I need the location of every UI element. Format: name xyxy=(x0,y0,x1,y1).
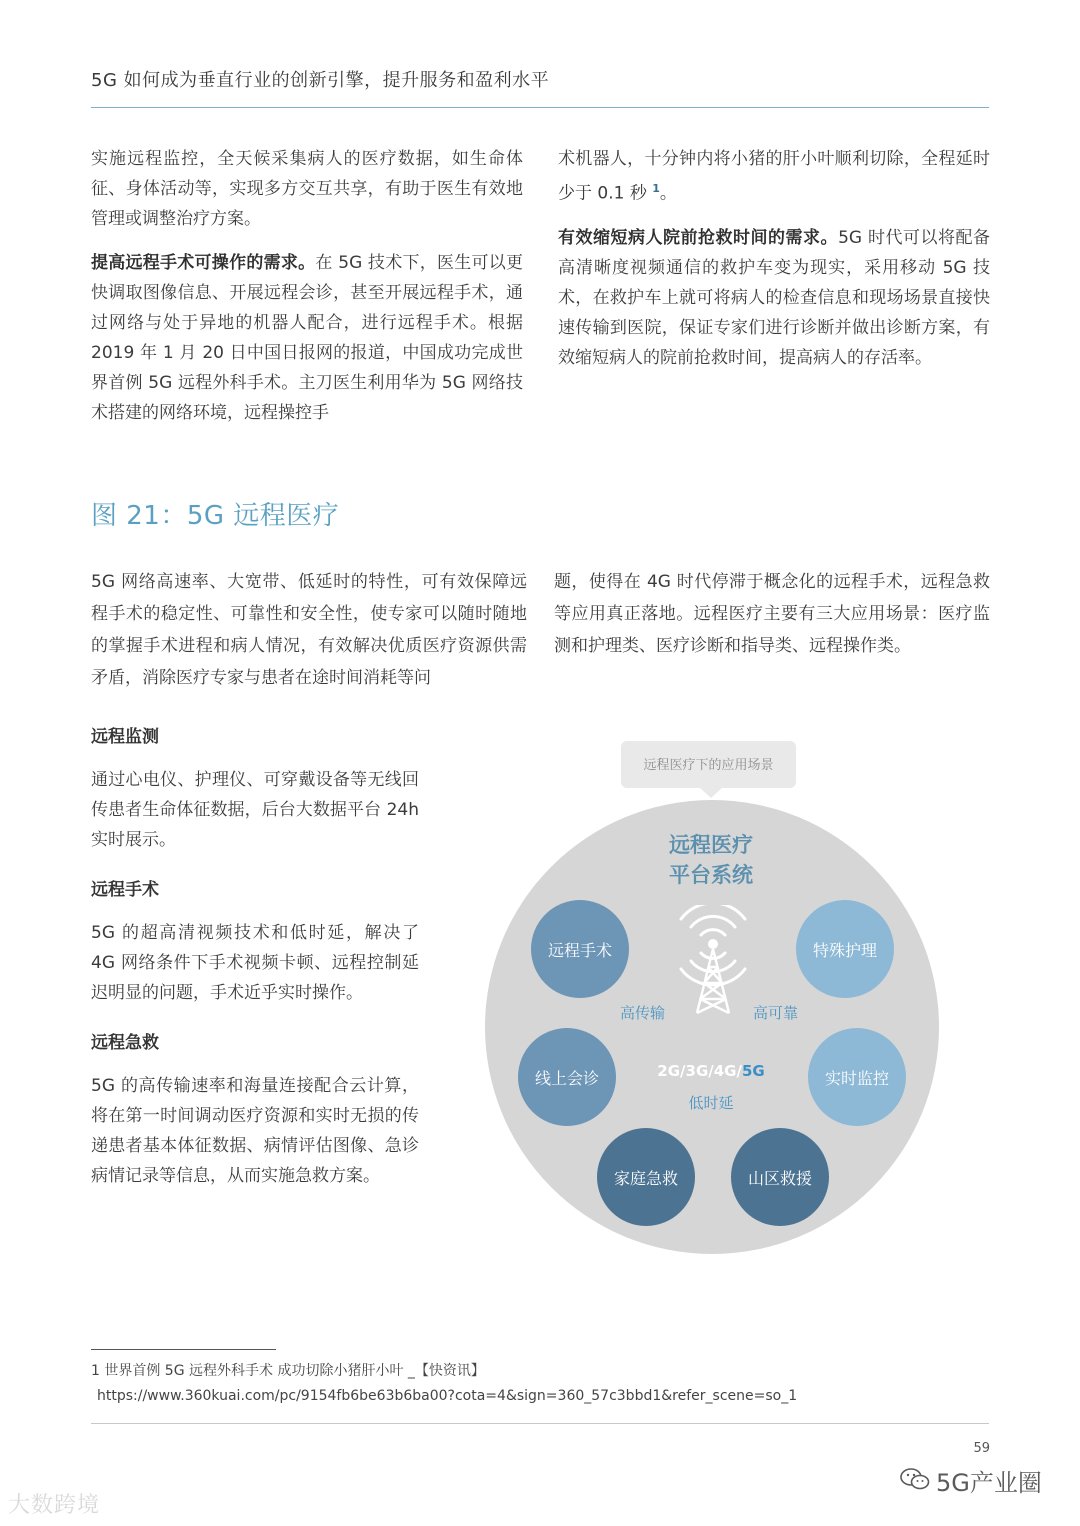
node-special-care: 特殊护理 xyxy=(796,900,894,998)
platform-title-line2: 平台系统 xyxy=(669,863,753,887)
signal-tower-icon xyxy=(671,905,755,1015)
section-text-surgery: 5G 的超高清视频技术和低时延，解决了 4G 网络条件下手术视频卡顿、远程控制延迟明显的问题，手术近乎实时操作。 xyxy=(91,923,419,1003)
node-remote-surgery: 远程手术 xyxy=(531,900,629,998)
intro-right-column xyxy=(554,566,990,662)
paragraph-end: 。 xyxy=(659,183,677,204)
callout-pointer xyxy=(699,787,723,798)
paragraph-lead: 提高远程手术可操作的需求。 xyxy=(91,253,316,273)
body-left-column xyxy=(91,144,523,428)
running-header: 5G 如何成为垂直行业的创新引擎，提升服务和盈利水平 xyxy=(91,70,550,91)
watermark-left: 大数跨境 xyxy=(8,1493,101,1518)
footnote-text: 1 世界首例 5G 远程外科手术 成功切除小猪肝小叶 _【快资讯】 xyxy=(91,1363,485,1379)
node-mountain-rescue: 山区救援 xyxy=(731,1128,829,1226)
node-home-emergency: 家庭急救 xyxy=(597,1128,695,1226)
paragraph-body: 5G 时代可以将配备高清晰度视频通信的救护车变为现实，采用移动 5G 技术，在救护车上就可将病人的检查信息和现场场景直接快速传输到医院，保证专家们进行诊断并做出诊断方案，有效缩短病人的院前抢救时间，提高病人的存活率。 xyxy=(558,227,990,368)
network-prefix: 2G/3G/4G/ xyxy=(657,1062,742,1080)
watermark-right-text: 5G产业圈 xyxy=(936,1469,1042,1497)
wechat-icon xyxy=(900,1467,930,1491)
node-realtime-monitoring: 实时监控 xyxy=(808,1028,906,1126)
footnote-link[interactable]: https://www.360kuai.com/pc/9154fb6be63b6ba00?cota=4&sign=360_57c3bbd1&refer_scene=so_1 xyxy=(97,1388,798,1404)
feature-high-reliability: 高可靠 xyxy=(753,1004,799,1022)
network-5g: 5G xyxy=(741,1062,765,1080)
paragraph-remote-surgery xyxy=(91,248,523,428)
paragraph-body: 在 5G 技术下，医生可以更快调取图像信息、开展远程会诊，甚至开展远程手术，通过网络与处于异地的机器人配合，进行远程手术。根据 2019 年 1 月 20 日中国日报网的报道，中国成功完成世界首例 5G 远程外科手术。主刀医生利用华为 5G 网络技术搭建的网络环境，远程操控手 xyxy=(91,253,523,423)
platform-title xyxy=(641,830,781,890)
section-text-monitoring: 通过心电仪、护理仪、可穿戴设备等无线回传患者生命体征数据，后台大数据平台 24h 实时展示。 xyxy=(91,770,419,850)
scenario-sections xyxy=(91,722,419,1211)
paragraph-body: 术机器人，十分钟内将小猪的肝小叶顺利切除，全程延时少于 0.1 秒 xyxy=(558,149,990,204)
intro-paragraph: 5G 网络高速率、大宽带、低延时的特性，可有效保障远程手术的稳定性、可靠性和安全性，使专家可以随时随地的掌握手术进程和病人情况，有效解决优质医疗资源供需矛盾，消除医疗专家与患者在途时间消耗等问 xyxy=(91,572,527,688)
callout-label: 远程医疗下的应用场景 xyxy=(643,758,774,773)
remote-medicine-diagram xyxy=(481,740,941,1260)
feature-high-transmission: 高传输 xyxy=(620,1004,666,1022)
paragraph-emergency xyxy=(558,223,990,373)
feature-low-latency: 低时延 xyxy=(688,1094,734,1112)
paragraph-lead: 有效缩短病人院前抢救时间的需求。 xyxy=(558,227,839,248)
header-divider xyxy=(91,107,989,108)
page-number: 59 xyxy=(973,1441,990,1456)
paragraph-surgery-result xyxy=(558,144,990,209)
figure-title: 图 21：5G 远程医疗 xyxy=(91,501,340,531)
footnote-divider xyxy=(91,1349,276,1350)
section-text-emergency: 5G 的高传输速率和海量连接配合云计算，将在第一时间调动医疗资源和实时无损的传递患者基本体征数据、病情评估图像、急诊病情记录等信息，从而实施急救方案。 xyxy=(91,1076,419,1186)
paragraph-remote-monitoring: 实施远程监控，全天候采集病人的医疗数据，如生命体征、身体活动等，实现多方交互共享，有助于医生有效地管理或调整治疗方案。 xyxy=(91,149,523,229)
intro-left-column xyxy=(91,566,527,694)
watermark-right xyxy=(900,1463,1042,1498)
section-heading-emergency: 远程急救 xyxy=(91,1033,159,1053)
footer-divider xyxy=(91,1423,989,1424)
intro-paragraph: 题，使得在 4G 时代停滞于概念化的远程手术，远程急救等应用真正落地。远程医疗主要有三大应用场景：医疗监测和护理类、医疗诊断和指导类、远程操作类。 xyxy=(554,572,990,656)
section-heading-monitoring: 远程监测 xyxy=(91,727,159,747)
body-right-column xyxy=(558,144,990,373)
section-heading-surgery: 远程手术 xyxy=(91,880,159,900)
platform-title-line1: 远程医疗 xyxy=(669,833,753,857)
node-online-consultation: 线上会诊 xyxy=(518,1028,616,1126)
network-generations xyxy=(641,1062,781,1080)
footnote-marker[interactable]: 1 xyxy=(652,182,660,195)
